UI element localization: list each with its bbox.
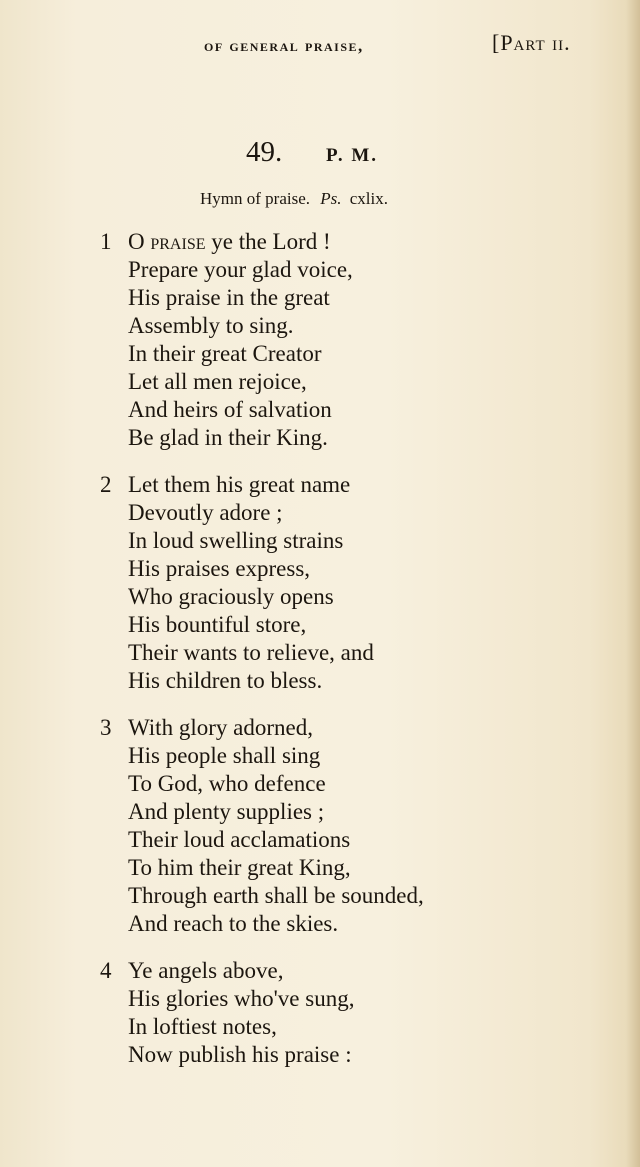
verse-line: Be glad in their King. <box>128 425 328 450</box>
verse-line: Who graciously opens <box>128 584 334 609</box>
verse-line: His people shall sing <box>128 743 321 768</box>
running-head <box>204 30 604 64</box>
verse-line: Let them his great name <box>128 472 351 497</box>
running-head-part: [Part ii. <box>492 30 571 55</box>
verse-line: His glories who've sung, <box>128 986 355 1011</box>
verse-line: Their loud acclamations <box>128 827 351 852</box>
verse-line: Through earth shall be sounded, <box>128 883 424 908</box>
verse-line <box>128 228 353 256</box>
verse-line: With glory adorned, <box>128 715 313 740</box>
verse-line: Now publish his praise : <box>128 1042 352 1067</box>
hymn-subtitle-text: Hymn of praise. <box>200 189 311 208</box>
scripture-reference-book: Ps. <box>320 189 342 208</box>
verse-line-rest: ye the Lord ! <box>205 229 331 254</box>
verse-line: His praise in the great <box>128 285 330 310</box>
verse-line: To him their great King, <box>128 855 351 880</box>
verse-line: Their wants to relieve, and <box>128 640 374 665</box>
stanza-number: 1 <box>100 229 112 254</box>
stanza-number: 3 <box>100 715 112 740</box>
stanza-number: 4 <box>100 958 112 983</box>
verse-line: His children to bless. <box>128 668 323 693</box>
verse-line: Devoutly adore ; <box>128 500 283 525</box>
verse-line: Ye angels above, <box>128 958 284 983</box>
verse-line: And plenty supplies ; <box>128 799 325 824</box>
verse-lead-words: O praise <box>128 229 206 254</box>
stanza-lines <box>128 471 374 695</box>
hymn-subtitle <box>200 189 388 209</box>
verse-line: To God, who defence <box>128 771 326 796</box>
verse-line: In loud swelling strains <box>128 528 344 553</box>
running-head-title: of general praise, <box>204 36 364 55</box>
verse-line: And heirs of salvation <box>128 397 332 422</box>
verse-line: In their great Creator <box>128 341 322 366</box>
verse-line: Let all men rejoice, <box>128 369 307 394</box>
verse-line: His bountiful store, <box>128 612 307 637</box>
verse-line: Prepare your glad voice, <box>128 257 353 282</box>
stanza-lines <box>128 228 353 452</box>
scripture-reference-number: cxlix. <box>349 189 389 208</box>
verse-line: His praises express, <box>128 556 311 581</box>
hymn-heading <box>0 136 640 176</box>
stanza-lines <box>128 714 424 938</box>
verse-line: And reach to the skies. <box>128 911 339 936</box>
hymn-number: 49. <box>246 136 283 168</box>
stanza-lines <box>128 957 354 1069</box>
verse-line: In loftiest notes, <box>128 1014 277 1039</box>
stanza-number: 2 <box>100 472 112 497</box>
hymn-meter: P. M. <box>326 145 379 166</box>
verse-line: Assembly to sing. <box>128 313 294 338</box>
